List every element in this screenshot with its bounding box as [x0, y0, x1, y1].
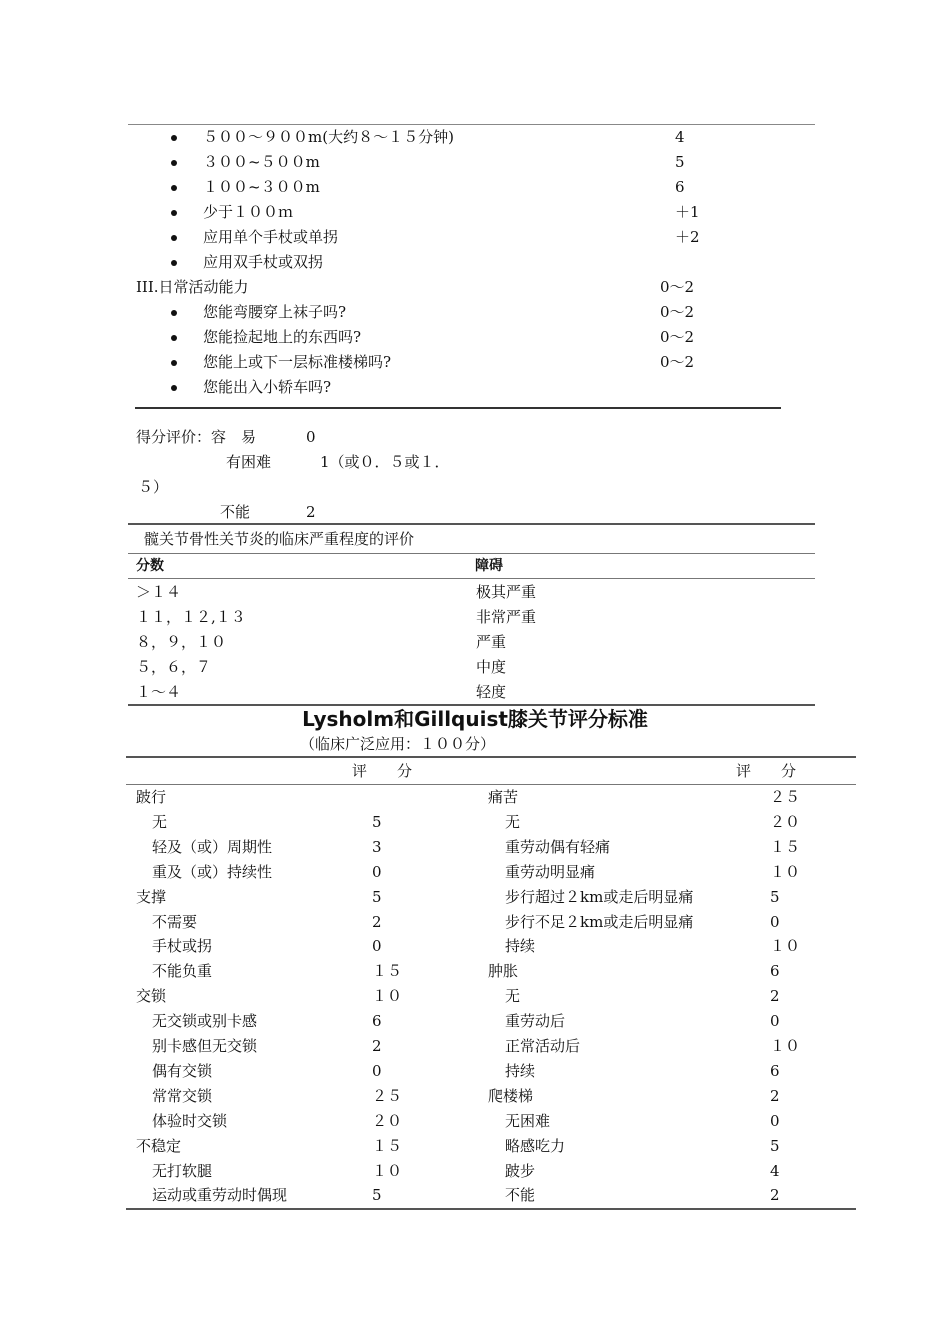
lysholm-header-left: 评 分 — [352, 762, 413, 780]
lysholm-item-score: １０ — [770, 1037, 801, 1055]
lysholm-item-score: 6 — [372, 1012, 382, 1031]
lysholm-item-score: １０ — [770, 862, 801, 881]
lysholm-item-score: 6 — [770, 1061, 780, 1080]
bullet-dot-icon — [171, 260, 177, 266]
severity-row-impairment: 轻度 — [476, 683, 507, 701]
lysholm-item-score: ２０ — [372, 1111, 403, 1130]
lysholm-item-score: 0 — [372, 937, 382, 956]
severity-row-impairment: 中度 — [476, 658, 507, 676]
lysholm-item-score: 5 — [372, 887, 382, 906]
lysholm-item-label: 不稳定 — [136, 1136, 182, 1155]
bullet-item-score: 4 — [675, 128, 685, 146]
lysholm-item-label: 跛步 — [505, 1161, 536, 1180]
lysholm-item-label: 不需要 — [152, 912, 198, 931]
severity-top-rule — [128, 523, 815, 525]
lysholm-item-label: 不能负重 — [152, 962, 213, 981]
lysholm-item-label: 支撑 — [136, 887, 167, 906]
scoring-easy-score: 0 — [306, 428, 316, 446]
severity-title-rule — [128, 553, 815, 554]
activity-item-label: 您能捡起地上的东西吗? — [203, 328, 362, 346]
lysholm-item-score: 6 — [770, 962, 780, 981]
bullet-item-label: 应用双手杖或双拐 — [203, 253, 324, 271]
lysholm-item-score: 0 — [372, 1061, 382, 1080]
lysholm-subtitle: （临床广泛应用：１００分） — [300, 735, 496, 753]
activity-item-score: 0～2 — [660, 303, 695, 321]
scoring-unable-score: 2 — [306, 503, 316, 521]
activity-item-label: 您能出入小轿车吗? — [203, 378, 332, 396]
severity-row-score: １１，１２,１３ — [136, 608, 246, 626]
lysholm-item-label: 交锁 — [136, 987, 167, 1006]
section-iii-label: III.日常活动能力 — [136, 278, 249, 296]
lysholm-item-label: 正常活动后 — [505, 1037, 581, 1055]
lysholm-item-score: １５ — [372, 962, 403, 981]
bullet-item-score: 6 — [675, 178, 685, 196]
lysholm-item-label: 步行不足２km或走后明显痛 — [505, 912, 694, 931]
list-bottom-rule — [135, 407, 781, 409]
bullet-item-label: ３００~５００m — [203, 153, 320, 171]
lysholm-item-label: 重劳动偶有轻痛 — [505, 837, 611, 856]
lysholm-item-score: 4 — [770, 1161, 780, 1180]
scoring-label — [136, 427, 256, 447]
lysholm-item-label: 步行超过２km或走后明显痛 — [505, 887, 694, 906]
lysholm-item-score: 5 — [770, 1136, 780, 1155]
lysholm-item-label: 偶有交锁 — [152, 1061, 213, 1080]
scoring-hard: 有困难 — [226, 453, 272, 471]
bullet-dot-icon — [171, 135, 177, 141]
scoring-unable: 不能 — [220, 503, 251, 521]
severity-row-score: ８，９，１０ — [136, 633, 227, 651]
lysholm-item-score: 2 — [770, 987, 780, 1006]
lysholm-item-label: 无 — [152, 812, 168, 831]
bullet-item-label: ５００～９００m(大约８～１５分钟) — [203, 128, 454, 146]
bullet-dot-icon — [171, 310, 177, 316]
bullet-dot-icon — [171, 235, 177, 241]
lysholm-item-score: 0 — [372, 862, 382, 881]
lysholm-title: Lysholm和Gillquist膝关节评分标准 — [302, 707, 648, 731]
lysholm-item-label: 无交锁或别卡感 — [152, 1012, 258, 1031]
lysholm-item-score: ２０ — [770, 812, 801, 831]
bullet-dot-icon — [171, 335, 177, 341]
lysholm-item-label: 持续 — [505, 1061, 536, 1080]
lysholm-item-label: 无打软腿 — [152, 1161, 213, 1180]
lysholm-item-label: 持续 — [505, 937, 536, 956]
bullet-item-label: １００~３００m — [203, 178, 320, 196]
lysholm-item-label: 爬楼梯 — [488, 1086, 534, 1105]
bullet-item-score: 5 — [675, 153, 685, 171]
activity-item-label: 您能上或下一层标准楼梯吗? — [203, 353, 392, 371]
severity-header-rule — [128, 578, 815, 579]
bullet-dot-icon — [171, 210, 177, 216]
lysholm-item-score: １０ — [372, 1161, 403, 1180]
lysholm-item-score: 3 — [372, 837, 382, 856]
lysholm-item-score: １５ — [372, 1136, 403, 1155]
severity-header-score: 分数 — [136, 558, 164, 574]
lysholm-item-score: １５ — [770, 837, 801, 856]
bullet-item-score: ＋1 — [675, 203, 700, 221]
bullet-item-label: 少于１００ｍ — [203, 203, 294, 221]
lysholm-item-label: 跛行 — [136, 788, 167, 806]
lysholm-item-label: 无 — [505, 812, 521, 831]
scoring-hard-score: 1（或０．５或１． — [320, 453, 450, 471]
lysholm-item-label: 运动或重劳动时偶现 — [152, 1186, 288, 1205]
lysholm-bottom-rule — [126, 1208, 856, 1210]
top-rule — [128, 124, 815, 125]
activity-item-label: 您能弯腰穿上袜子吗? — [203, 303, 347, 321]
bullet-dot-icon — [171, 160, 177, 166]
lysholm-item-score: 0 — [770, 912, 780, 931]
lysholm-item-score: 5 — [372, 812, 382, 831]
lysholm-item-label: 无 — [505, 987, 521, 1006]
lysholm-item-label: 常常交锁 — [152, 1086, 213, 1105]
severity-row-score: ＞１４ — [136, 583, 182, 601]
lysholm-item-label: 体验时交锁 — [152, 1111, 228, 1130]
lysholm-item-label: 轻及（或）周期性 — [152, 837, 273, 856]
lysholm-item-score: ２５ — [770, 788, 801, 806]
bullet-item-score: ＋2 — [675, 228, 700, 246]
bullet-dot-icon — [171, 185, 177, 191]
severity-row-impairment: 严重 — [476, 633, 507, 651]
severity-row-score: ５，６，７ — [136, 658, 212, 676]
activity-item-score: 0～2 — [660, 353, 695, 371]
section-iii-score: 0～2 — [660, 278, 695, 296]
lysholm-item-label: 重劳动后 — [505, 1012, 566, 1031]
severity-header-impairment: 障碍 — [475, 558, 503, 574]
lysholm-item-label: 肿胀 — [488, 962, 519, 981]
lysholm-item-score: 2 — [372, 1037, 382, 1055]
lysholm-item-label: 略感吃力 — [505, 1136, 566, 1155]
lysholm-item-label: 重及（或）持续性 — [152, 862, 273, 881]
severity-row-impairment: 非常严重 — [476, 608, 537, 626]
scoring-easy: 容 易 — [211, 428, 257, 446]
severity-row-impairment: 极其严重 — [476, 583, 537, 601]
lysholm-item-score: 5 — [770, 887, 780, 906]
bullet-dot-icon — [171, 360, 177, 366]
lysholm-top-rule — [126, 756, 856, 758]
lysholm-item-score: 0 — [770, 1012, 780, 1031]
lysholm-item-label: 无困难 — [505, 1111, 551, 1130]
scoring-hard-cont: ５） — [138, 478, 169, 496]
bullet-item-label: 应用单个手杖或单拐 — [203, 228, 339, 246]
lysholm-item-score: 0 — [770, 1111, 780, 1130]
lysholm-item-score: 2 — [770, 1186, 780, 1205]
bullet-dot-icon — [171, 385, 177, 391]
lysholm-header-right: 评 分 — [736, 762, 797, 780]
lysholm-item-score: １０ — [372, 987, 403, 1006]
lysholm-header-rule — [126, 784, 856, 785]
lysholm-item-label: 手杖或拐 — [152, 937, 213, 956]
severity-title: 髋关节骨性关节炎的临床严重程度的评价 — [144, 530, 415, 548]
lysholm-item-label: 不能 — [505, 1186, 536, 1205]
lysholm-item-score: ２５ — [372, 1086, 403, 1105]
lysholm-item-label: 痛苦 — [488, 788, 519, 806]
lysholm-item-score: １０ — [770, 937, 801, 956]
activity-item-score: 0～2 — [660, 328, 695, 346]
severity-row-score: １～４ — [136, 683, 182, 701]
lysholm-item-label: 别卡感但无交锁 — [152, 1037, 258, 1055]
lysholm-item-score: 2 — [770, 1086, 780, 1105]
lysholm-item-score: 5 — [372, 1186, 382, 1205]
lysholm-item-score: 2 — [372, 912, 382, 931]
scoring-title: 得分评价： — [136, 428, 212, 446]
lysholm-item-label: 重劳动明显痛 — [505, 862, 596, 881]
